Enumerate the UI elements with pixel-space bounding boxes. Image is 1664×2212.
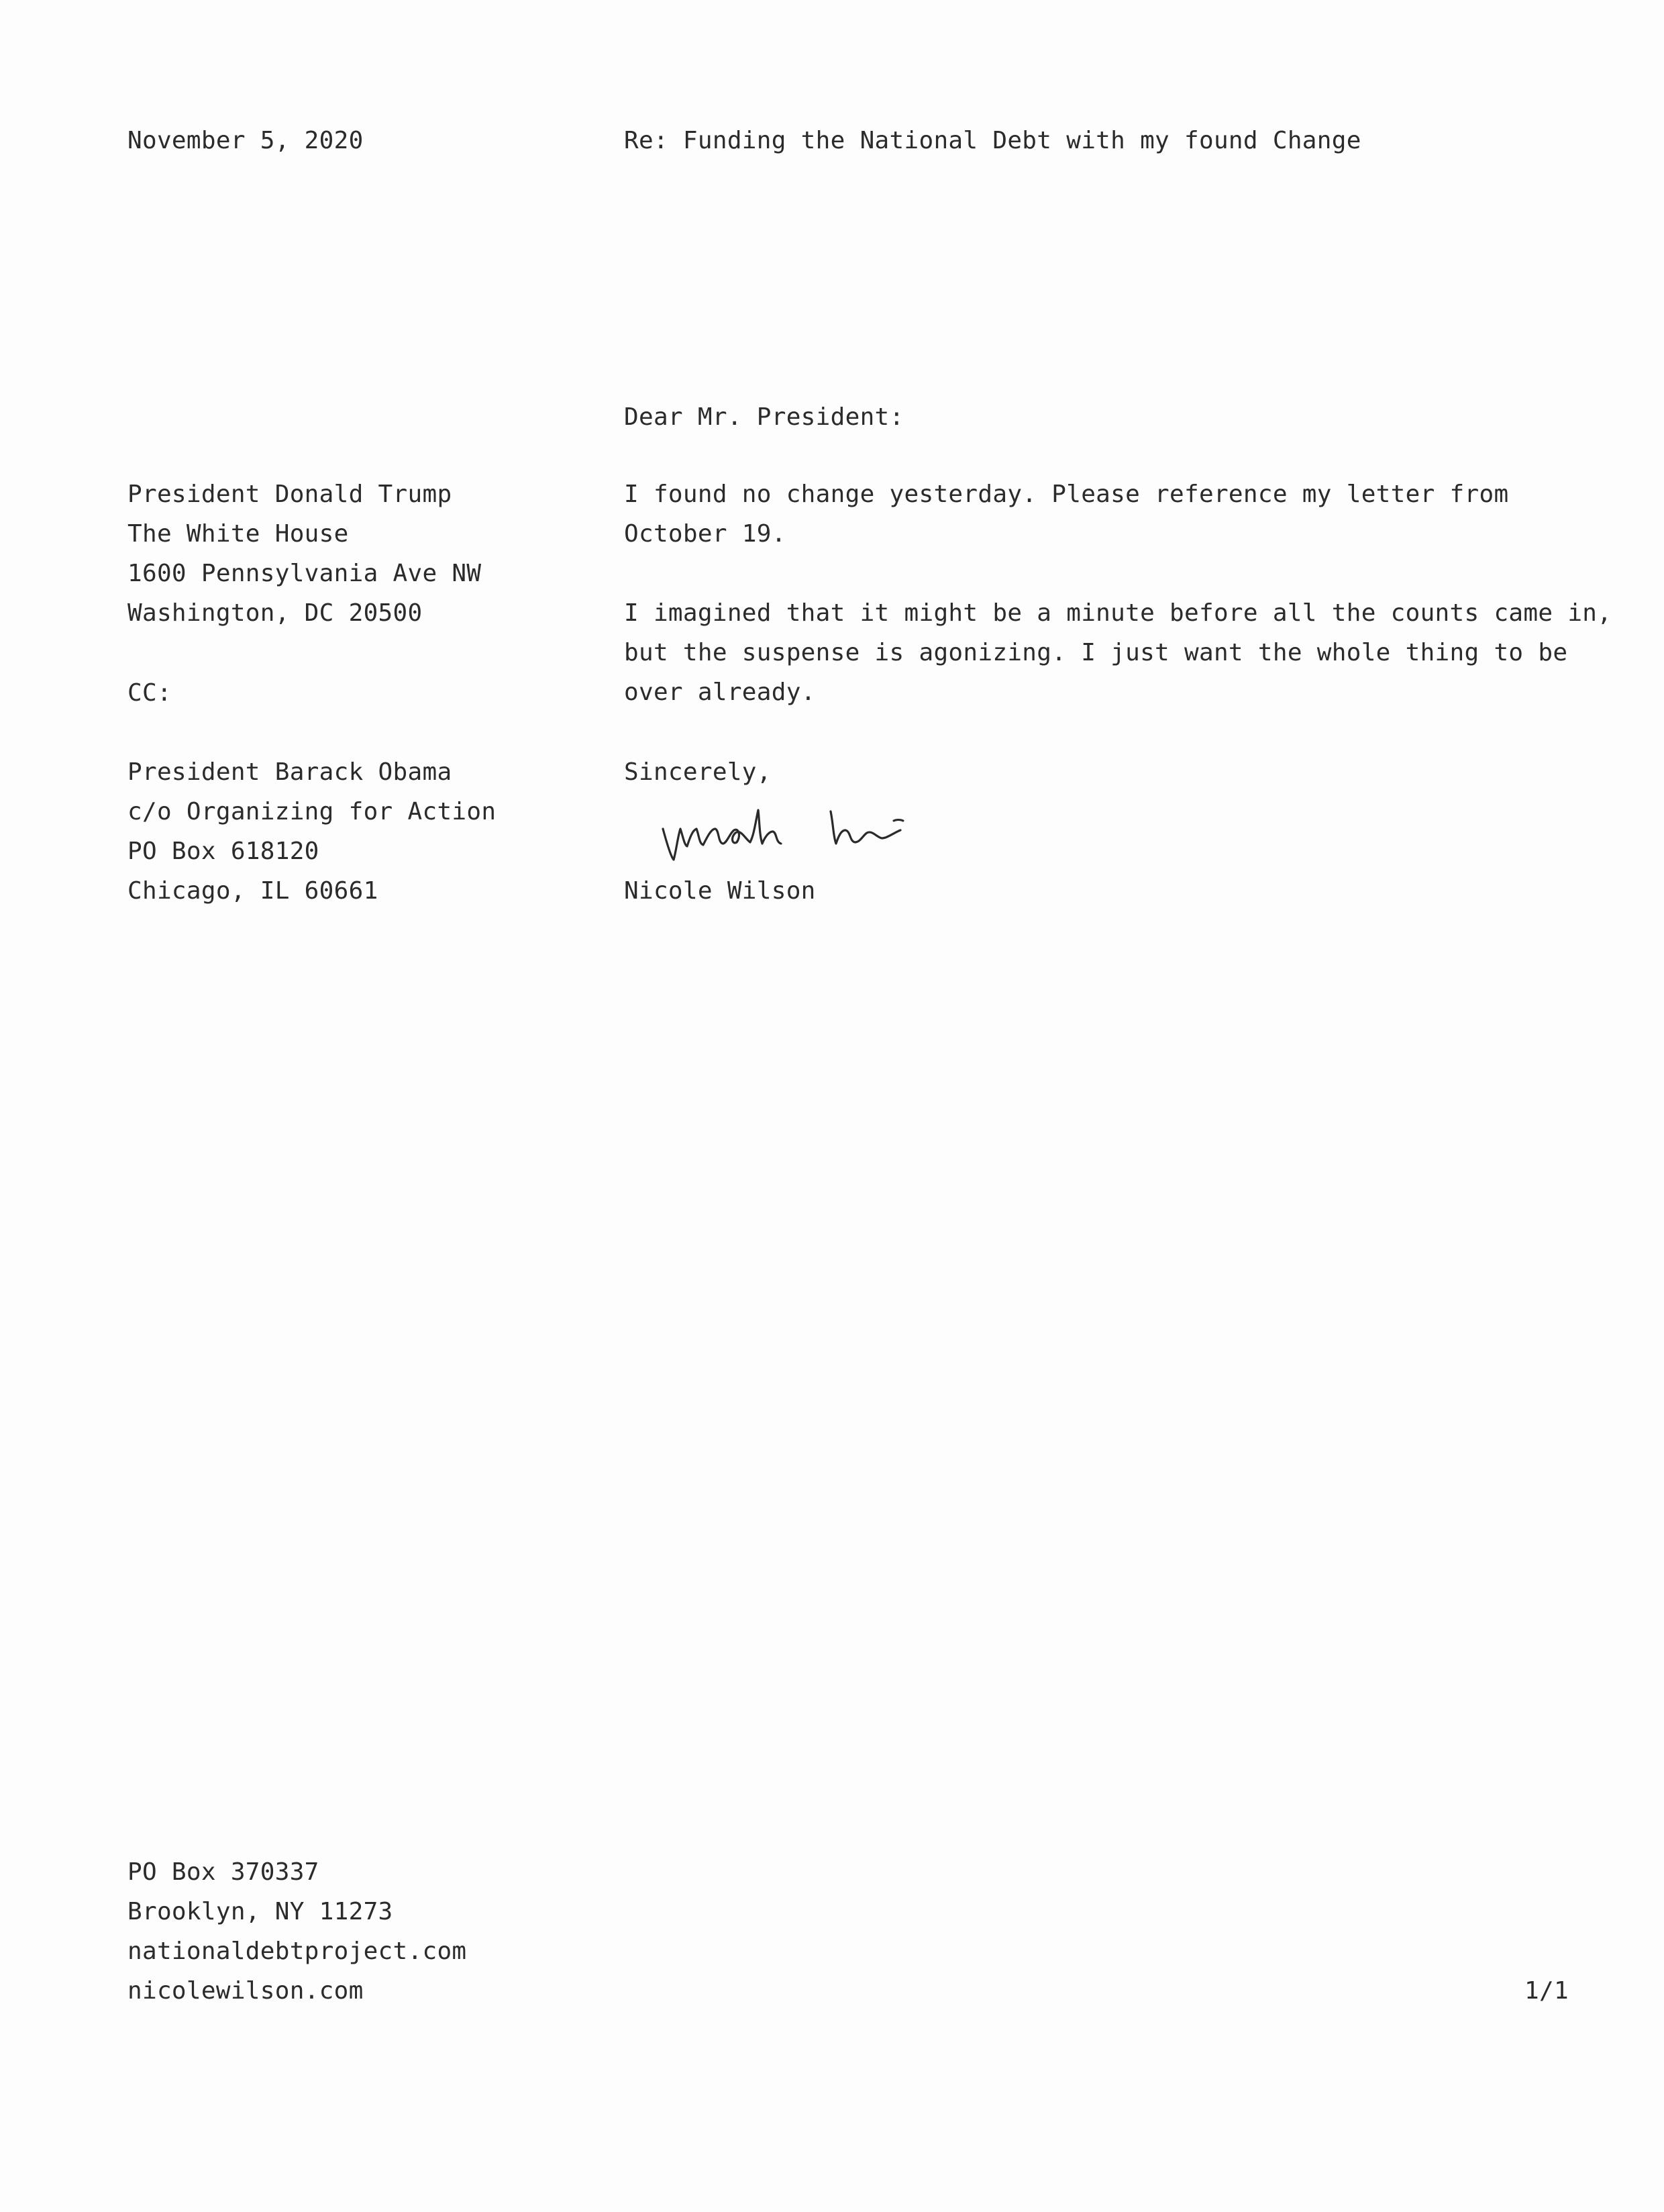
paragraph-line: I found no change yesterday. Please reference my letter from: [624, 481, 1509, 508]
paragraph-line: but the suspense is agonizing. I just want the whole thing to be: [624, 639, 1568, 666]
signer-name: Nicole Wilson: [624, 877, 816, 905]
recipient-line: Washington, DC 20500: [127, 599, 423, 627]
body-paragraph-2: [624, 593, 1612, 712]
handwritten-signature: [658, 795, 939, 869]
footer-line: nationaldebtproject.com: [127, 1938, 467, 1965]
footer-line: PO Box 370337: [127, 1858, 319, 1886]
letter-subject: Re: Funding the National Debt with my found Change: [624, 127, 1361, 154]
footer-line: nicolewilson.com: [127, 1977, 364, 2005]
paragraph-line: I imagined that it might be a minute before all the counts came in,: [624, 599, 1612, 627]
cc-line: President Barack Obama: [127, 758, 452, 786]
paragraph-line: over already.: [624, 678, 816, 706]
footer-line: Brooklyn, NY 11273: [127, 1898, 393, 1925]
cc-line: PO Box 618120: [127, 838, 319, 865]
recipient-line: 1600 Pennsylvania Ave NW: [127, 560, 482, 587]
recipient-line: President Donald Trump: [127, 481, 452, 508]
recipient-address: [127, 474, 481, 633]
paragraph-line: October 19.: [624, 520, 786, 548]
body-paragraph-1: [624, 474, 1508, 554]
closing: Sincerely,: [624, 758, 772, 786]
cc-line: c/o Organizing for Action: [127, 798, 497, 825]
cc-label: CC:: [127, 679, 172, 707]
cc-line: Chicago, IL 60661: [127, 877, 378, 905]
page-number: 1/1: [1524, 1977, 1569, 2005]
recipient-line: The White House: [127, 520, 349, 548]
cc-address: [127, 752, 496, 911]
sender-address: [127, 1852, 466, 2011]
letter-date: November 5, 2020: [127, 127, 364, 154]
salutation: Dear Mr. President:: [624, 403, 904, 431]
